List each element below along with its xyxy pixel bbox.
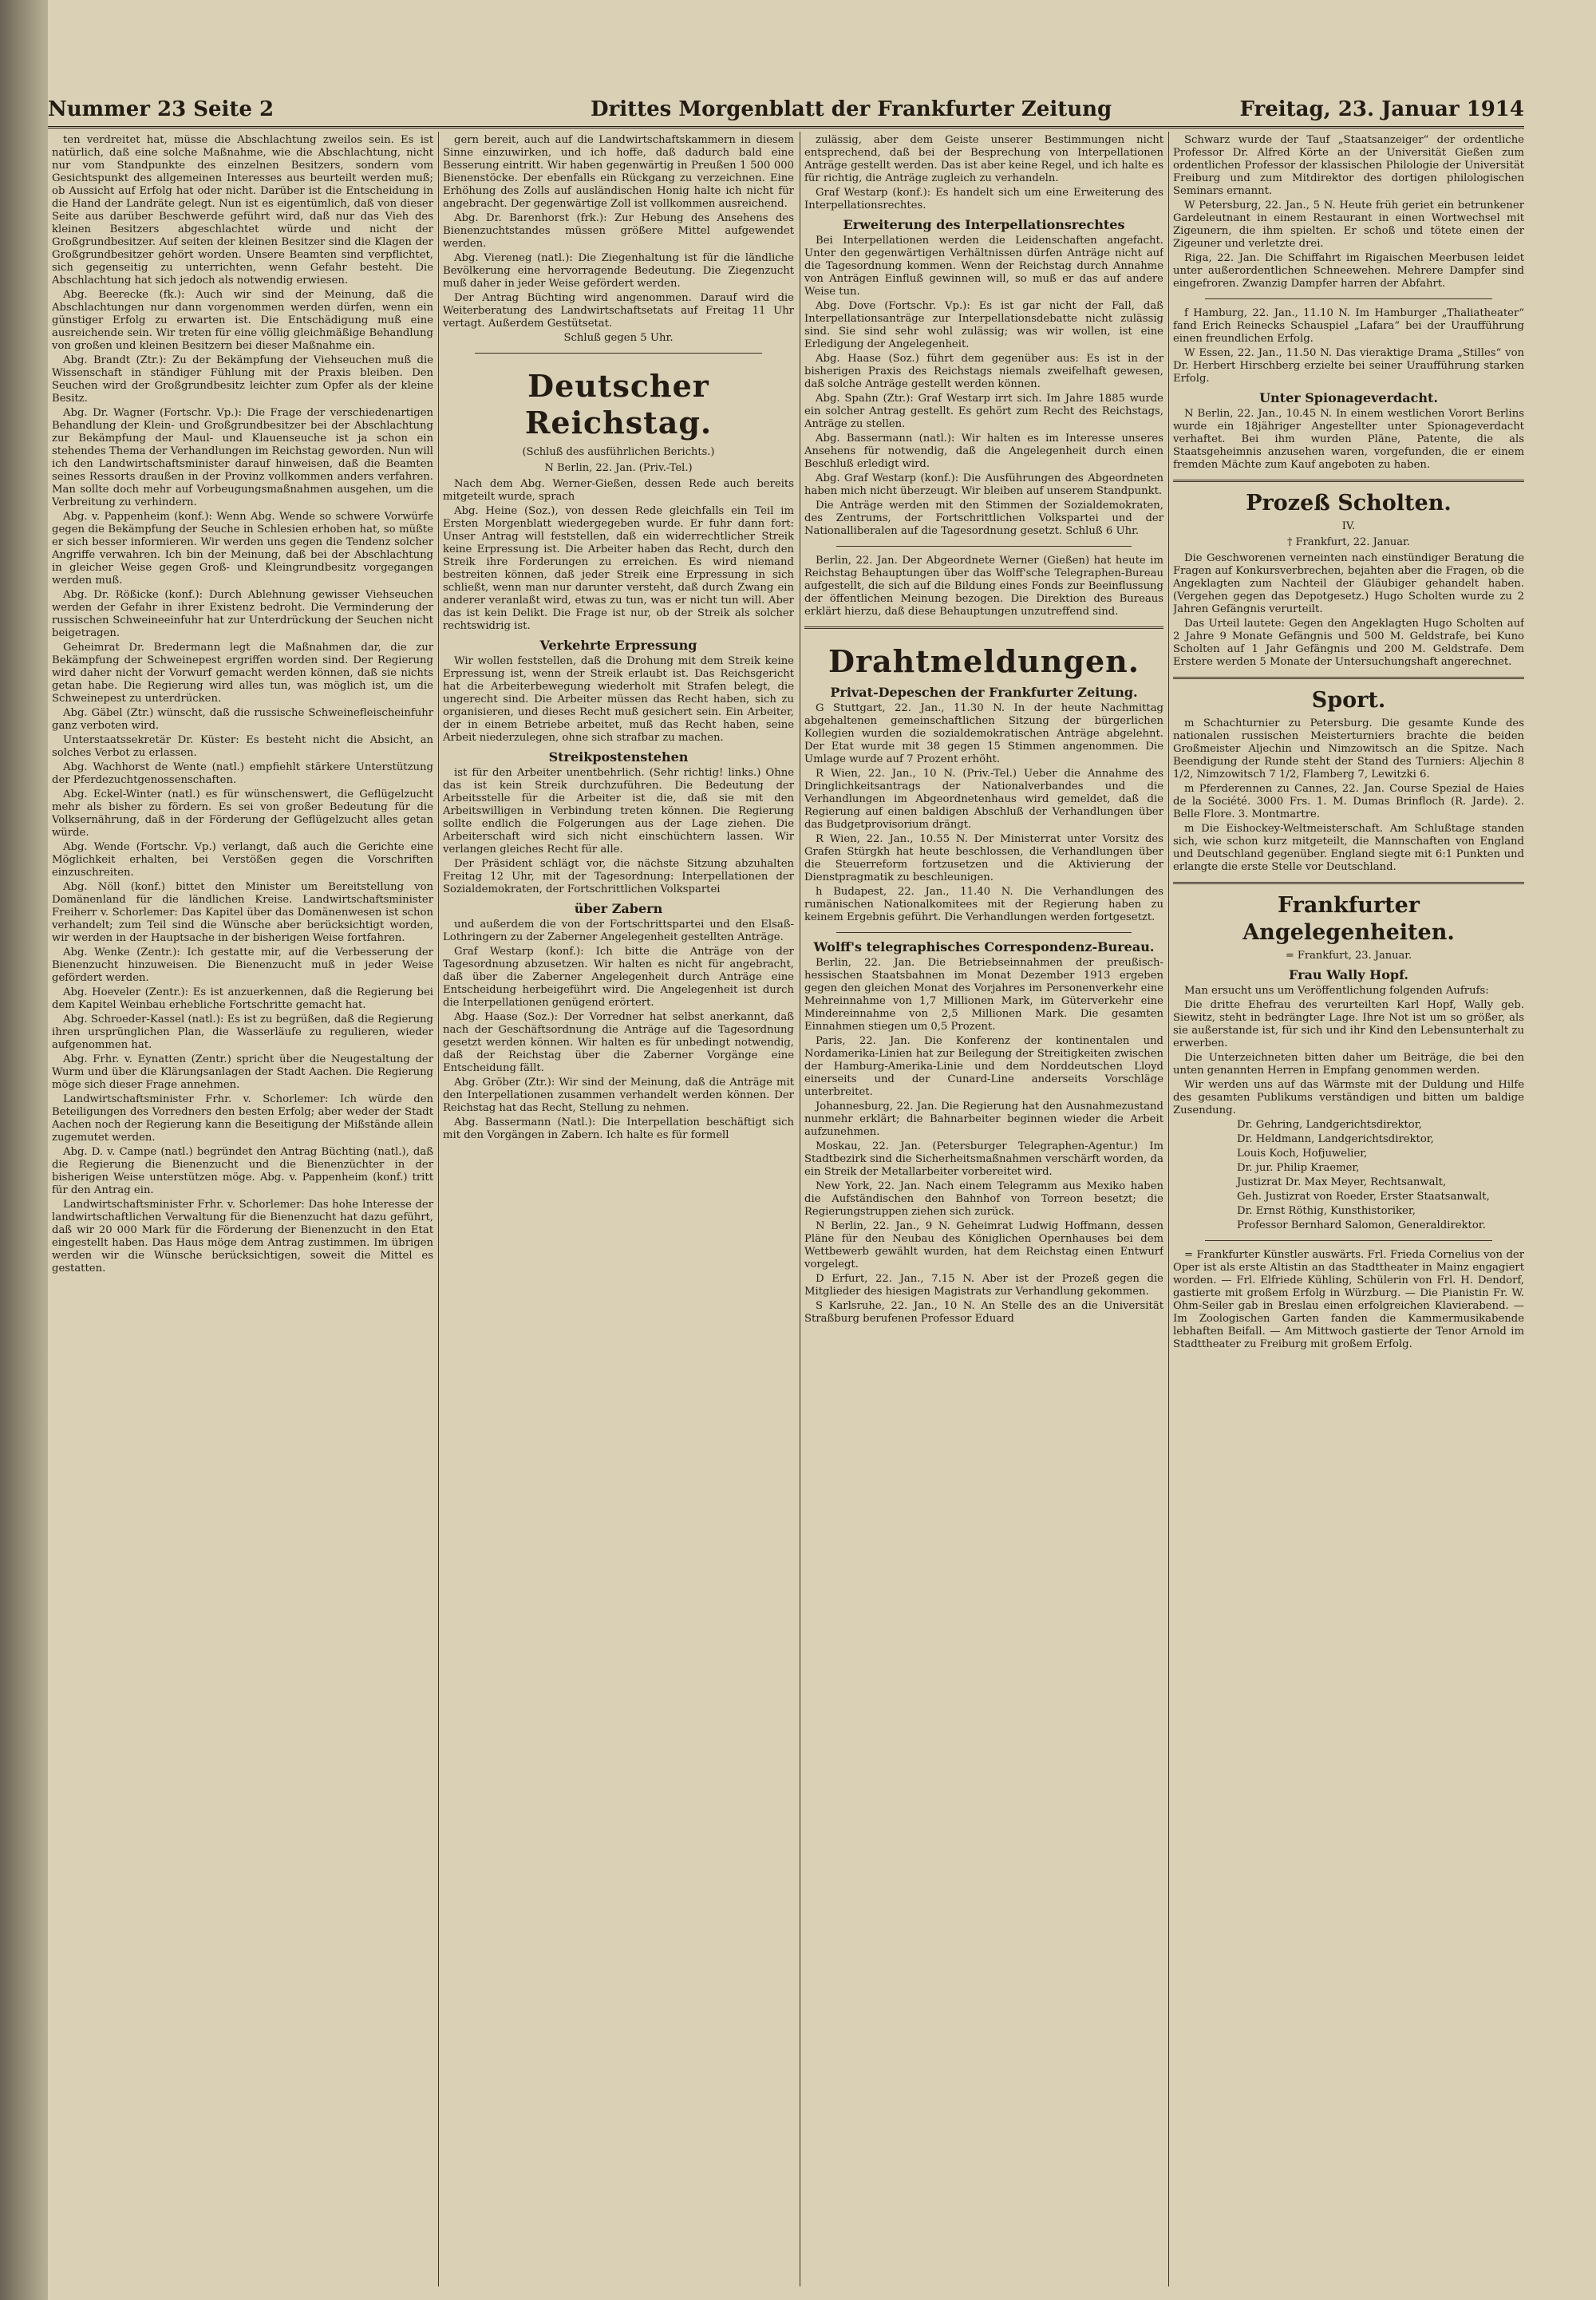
paragraph: N Berlin, 22. Jan., 10.45 N. In einem westlichen Vorort Berlins wurde ein 18jähriger Angestellter unter Spionageverdacht verhaftet. Bei ihm wurden Pläne, Patente, die als Staatsgeheimnis anzusehen waren, vorgefunden, die er einem fremden Mächte zum Kauf angeboten zu haben. — [1173, 408, 1524, 471]
paragraph: Abg. Dr. Wagner (Fortschr. Vp.): Die Frage der verschiedenartigen Behandlung der Klein- und Großgrundbesitzer bei der Abschlachtung zur Bekämpfung der Maul- und Klauenseuche ist ja schon ein stehendes Thema der Verhandlungen im Reichstag geworden. Nun will ich den Landwirtschaftsminister darauf hinweisen, daß die Beamten seines Ressorts draußen in der Provinz vollkommen anders verfahren. Man sollte doch mehr auf Vorbeugungsmaßnahmen ausgehen, um die Verbreitung zu verhindern. — [52, 407, 433, 508]
paragraph: f Hamburg, 22. Jan., 11.10 N. Im Hamburger „Thaliatheater“ fand Erich Reinecks Schauspiel „Lafara“ bei der Uraufführung einen freundlichen Erfolg. — [1173, 307, 1524, 345]
paragraph: Die Anträge werden mit den Stimmen der Sozialdemokraten, des Zentrums, der Fortschrittlichen Volkspartei und der Nationalliberalen auf die Tagesordnung gesetzt. Schluß 6 Uhr. — [804, 500, 1163, 537]
dateline: † Frankfurt, 22. Januar. — [1287, 536, 1410, 548]
binding-edge — [0, 0, 48, 2300]
paragraph: Abg. Eckel-Winter (natl.) es für wünschenswert, die Geflügelzucht mehr als bisher zu fördern. Es sei von großer Bedeutung für die Volksernährung, daß in der Förderung der Geflügelzucht alles getan würde. — [52, 788, 433, 839]
header-date: Freitag, 23. Januar 1914 — [1239, 97, 1524, 121]
paragraph: S Karlsruhe, 22. Jan., 10 N. An Stelle des an die Universität Straßburg berufenen Professor Eduard — [804, 1300, 1163, 1325]
header-page-number: Nummer 23 Seite 2 — [48, 97, 275, 121]
dateline: N Berlin, 22. Jan. (Priv.-Tel.) — [544, 462, 693, 474]
column-3 — [804, 134, 1163, 2281]
paragraph: Abg. Gröber (Ztr.): Wir sind der Meinung, daß die Anträge mit den Interpellationen zusammen verhandelt werden können. Der Reichstag hat das Recht, Stellung zu nehmen. — [443, 1077, 794, 1114]
paragraph: = Frankfurter Künstler auswärts. Frl. Frieda Cornelius von der Oper ist als erste Altistin an das Stadttheater in Mainz engagiert worden. — Frl. Elfriede Kühling, Schülerin von Frl. H. Dendorf, gastierte mit großem Erfolg in Würzburg. — Die Pianistin Fr. W. Ohm-Seiler gab in Breslau einen erfolgreichen Klavierabend. — Im Zoologischen Garten fanden die Kammermusikabende lebhaften Beifall. — Am Mittwoch gastierte der Tenor Arnold im Stadttheater zu Freiburg mit großem Erfolg. — [1173, 1249, 1524, 1350]
paragraph: Abg. Bassermann (Natl.): Die Interpellation beschäftigt sich mit den Vorgängen in Zabern. Ich halte es für formell — [443, 1116, 794, 1141]
paragraph: m Pferderennen zu Cannes, 22. Jan. Course Spezial de Haies de la Société. 3000 Frs. 1. M. Dumas Brinfloch (R. Jarde). 2. Belle Flore. 3. Montmartre. — [1173, 783, 1524, 820]
page-header — [48, 94, 1524, 128]
paragraph: Abg. Schroeder-Kassel (natl.): Es ist zu begrüßen, daß die Regierung ihren ursprünglichen Plan, die Wasserläufe zu regulieren, wieder aufgenommen hat. — [52, 1014, 433, 1051]
section-title-frankfurt: Frankfurter Angelegenheiten. — [1242, 893, 1455, 945]
section-number: IV. — [1341, 520, 1356, 532]
paragraph: Abg. Frhr. v. Eynatten (Zentr.) spricht über die Neugestaltung der Wurm und über die Klärungsanlagen der Stadt Aachen. Die Regierung möge sich dieser Frage annehmen. — [52, 1053, 433, 1091]
paragraph: Abg. Gäbel (Ztr.) wünscht, daß die russische Schweinefleischeinfuhr ganz verboten wird. — [52, 707, 433, 732]
dateline: = Frankfurt, 23. Januar. — [1285, 950, 1412, 962]
paragraph: gern bereit, auch auf die Landwirtschaftskammern in diesem Sinne einzuwirken, und ich hoffe, daß dadurch bald eine Besserung eintritt. Wir haben gegenwärtig in Preußen 1 500 000 Bienenstöcke. Der ebenfalls ein Rückgang zu verzeichnen. Eine Erhöhung des Zolls auf ausländischen Honig halte ich nicht für angebracht. Der gegenwärtige Zoll ist vollkommen ausreichend. — [443, 134, 794, 210]
paragraph: Wir wollen feststellen, daß die Drohung mit dem Streik keine Erpressung ist, wenn der Streik erlaubt ist. Das Reichsgericht hat die Arbeiterbewegung wiederholt mit Strafen belegt, die ungerecht sind. Die Arbeiter müssen das Recht haben, sich zu organisieren, und dieses Recht muß gesichert sein. Ein Arbeiter, der in einem Betriebe arbeitet, muß das Recht haben, seine Arbeit niederzulegen, ohne sich strafbar zu machen. — [443, 655, 794, 744]
divider — [1173, 480, 1524, 482]
paragraph: Schluß gegen 5 Uhr. — [563, 332, 674, 344]
paragraph: Berlin, 22. Jan. Der Abgeordnete Werner (Gießen) hat heute im Reichstag Behauptungen über das Wolff'sche Telegraphen-Bureau aufgestellt, die sich auf die Bildung eines Fonds zur Beeinflussung der öffentlichen Meinung bezogen. Die Direktion des Bureaus erklärt hierzu, daß diese Behauptungen unzutreffend sind. — [804, 555, 1163, 618]
paragraph: R Wien, 22. Jan., 10.55 N. Der Ministerrat unter Vorsitz des Grafen Stürgkh hat heute beschlossen, die Verhandlungen über die Steuerreform fortzusetzen und die Aktivierung der Dienstpragmatik zu beschleunigen. — [804, 833, 1163, 883]
paragraph: Abg. Heine (Soz.), von dessen Rede gleichfalls ein Teil im Ersten Morgenblatt wiedergegeben wurde. Er fuhr dann fort: Unser Antrag will feststellen, daß ein widerrechtlicher Streik keine Erpressung ist. Die Arbeiter haben das Recht, durch den Streik ihre Forderungen zu erreichen. Es wird niemand bestreiten können, daß jeder Streik eine Erpressung in sich schließt, wenn man nur darunter versteht, daß durch Zwang ein anderer veranlaßt wird, etwas zu tun, was er nicht tun will. Aber das ist kein Delikt. Die Frage ist nur, ob der Streik als solcher rechtswidrig ist. — [443, 505, 794, 632]
paragraph: G Stuttgart, 22. Jan., 11.30 N. In der heute Nachmittag abgehaltenen gemeinschaftlichen Sitzung der bürgerlichen Kollegien wurden die sozialdemokratischen Anträge abgelehnt. Der Etat wurde mit 38 gegen 15 Stimmen angenommen. Die Umlage wurde auf 7 Prozent erhöht. — [804, 702, 1163, 765]
paragraph: Graf Westarp (konf.): Es handelt sich um eine Erweiterung des Interpellationsrechtes. — [804, 187, 1163, 211]
column-rule — [1168, 132, 1169, 2286]
section-title-drahtmeldungen: Drahtmeldungen. — [828, 643, 1140, 679]
paragraph: h Budapest, 22. Jan., 11.40 N. Die Verhandlungen des rumänischen Nationalkomitees mit der Regierung haben zu keinem Ergebnis geführt. Die Verhandlungen werden fortgesetzt. — [804, 886, 1163, 923]
paragraph: Abg. Wenke (Zentr.): Ich gestatte mir, auf die Verbesserung der Bienenzucht hinzuweisen. Die Bienenzucht muß in jeder Weise gefördert werden. — [52, 946, 433, 984]
paragraph: Wir werden uns auf das Wärmste mit der Duldung und Hilfe des gesamten Publikums verständigen und bitten um baldige Zusendung. — [1173, 1079, 1524, 1116]
paragraph: W Petersburg, 22. Jan., 5 N. Heute früh geriet ein betrunkener Gardeleutnant in einem Restaurant in einen Wortwechsel mit Zigeunern, die ihm spielten. Er schoß und tötete einen der Zigeuner und verletzte drei. — [1173, 200, 1524, 250]
paragraph: D Erfurt, 22. Jan., 7.15 N. Aber ist der Prozeß gegen die Mitglieder des hiesigen Magistrats zur Verhandlung gekommen. — [804, 1273, 1163, 1298]
paragraph: Moskau, 22. Jan. (Petersburger Telegraphen-Agentur.) Im Stadtbezirk sind die Sicherheitsmaßnahmen verschärft worden, da ein Streik der Metallarbeiter vorbereitet wird. — [804, 1140, 1163, 1178]
paragraph: Abg. Haase (Soz.): Der Vorredner hat selbst anerkannt, daß nach der Geschäftsordnung die Anträge auf die Tagesordnung gesetzt werden können. Wir halten es für unbedingt notwendig, daß der Reichstag über die Zaberner Vorgänge eine Entscheidung fällt. — [443, 1011, 794, 1074]
paragraph: Nach dem Abg. Werner-Gießen, dessen Rede auch bereits mitgeteilt wurde, sprach — [443, 478, 794, 503]
divider — [804, 626, 1163, 629]
paragraph: und außerdem die von der Fortschrittspartei und den Elsaß-Lothringern zu der Zaberner Angelegenheit gestellten Anträge. — [443, 919, 794, 943]
column-1 — [52, 134, 433, 2281]
paragraph: W Essen, 22. Jan., 11.50 N. Das vieraktige Drama „Stilles“ von Dr. Herbert Hirschberg erzielte bei seiner Uraufführung starken Erfolg. — [1173, 347, 1524, 385]
paragraph: Abg. Haase (Soz.) führt dem gegenüber aus: Es ist in der bisherigen Praxis des Reichstags niemals zweifelhaft gewesen, daß solche Anträge gestellt werden können. — [804, 353, 1163, 390]
paragraph: m Die Eishockey-Weltmeisterschaft. Am Schlußtage standen sich, wie schon kurz mitgeteilt, die Mannschaften von England und Deutschland gegenüber. England siegte mit 6:1 Punkten und erlangte die erste Stelle vor Deutschland. — [1173, 823, 1524, 873]
paragraph: ten verdreitet hat, müsse die Abschlachtung zweilos sein. Es ist natürlich, daß eine solche Maßnahme, wie die Abschlachtung, nicht nur vom Standpunkte des einzelnen Besitzers, sondern vom Gesichtspunkt des allgemeinen Interesses aus beurteilt werden muß; ob Aussicht auf Erfolg hat oder nicht. Darüber ist die Entscheidung in die Hand der Landräte gelegt. Nun ist es eigentümlich, daß von dieser Seite aus darüber Beschwerde geführt wird, daß nur das Vieh des kleinen Besitzers abgeschlachtet würde und nicht der Großgrundbesitzer. Auf seiten der kleinen Besitzer sind die Klagen der Großgrundbesitzer gehört worden. Unsere Beamten sind verpflichtet, sich gegenseitig zu unterrichten, wenn Gefahr besteht. Die Abschlachtung hat sich jedoch als notwendig erwiesen. — [52, 134, 433, 287]
paragraph: Die Geschworenen verneinten nach einstündiger Beratung die Fragen auf Konkursverbrechen, bejahten aber die Fragen, ob die Angeklagten zum Nachteil der Gläubiger gehandelt haben. (Vergehen gegen das Depotgesetz.) Hugo Scholten wurde zu 2 Jahren Gefängnis verurteilt. — [1173, 552, 1524, 615]
paragraph: Landwirtschaftsminister Frhr. v. Schorlemer: Ich würde den Beteiligungen des Vorredners den besten Erfolg; aber weder der Stadt Aachen noch der Regierung kann die Beseitigung der Mißstände allein zugemutet werden. — [52, 1093, 433, 1144]
paragraph: Der Präsident schlägt vor, die nächste Sitzung abzuhalten Freitag 12 Uhr, mit der Tagesordnung: Interpellationen der Sozialdemokraten, der Fortschrittlichen Volkspartei — [443, 858, 794, 895]
paragraph: Graf Westarp (konf.): Ich bitte die Anträge von der Tagesordnung abzusetzen. Wir halten es nicht für angebracht, daß über die Zaberner Angelegenheit durch Anträge eine Entscheidung herbeigeführt wird. Die Angelegenheit ist durch die Interpellationen genügend erörtert. — [443, 946, 794, 1009]
paragraph: N Berlin, 22. Jan., 9 N. Geheimrat Ludwig Hoffmann, dessen Pläne für den Neubau des Königlichen Opernhauses bei dem Wettbewerb gewählt wurden, hat dem Reichstag einen Entwurf vorgelegt. — [804, 1220, 1163, 1271]
divider — [1205, 1240, 1492, 1241]
paragraph: Bei Interpellationen werden die Leidenschaften angefacht. Unter den gegenwärtigen Verhältnissen dürfen Anträge nicht auf die Tagesordnung kommen. Wenn der Reichstag durch Annahme von Anträgen Einfluß gewinnen will, so muß er das auf andere Weise tun. — [804, 235, 1163, 298]
subheading: über Zabern — [574, 901, 663, 916]
paragraph: Johannesburg, 22. Jan. Die Regierung hat den Ausnahmezustand nunmehr erklärt; die Bahnarbeiter beginnen wieder die Arbeit aufzunehmen. — [804, 1101, 1163, 1138]
signer: Dr. Heldmann, Landgerichtsdirektor, — [1237, 1133, 1434, 1145]
column-4 — [1173, 134, 1524, 2281]
column-2 — [443, 134, 794, 2281]
paragraph: Abg. Wachhorst de Wente (natl.) empfiehlt stärkere Unterstützung der Pferdezuchtgenossenschaften. — [52, 761, 433, 786]
paragraph: Abg. Bassermann (natl.): Wir halten es im Interesse unseres Ansehens für notwendig, daß die Angelegenheit durch einen Beschluß erledigt wird. — [804, 433, 1163, 470]
divider — [1173, 882, 1524, 884]
paragraph: Abg. Dr. Rößicke (konf.): Durch Ablehnung gewisser Viehseuchen werden der Gefahr in ihrer Existenz bedroht. Die Verminderung der russischen Schweineeinfuhr hat zur Unterdrückung der Seuchen nicht beigetragen. — [52, 589, 433, 639]
section-title-scholten: Prozeß Scholten. — [1246, 491, 1452, 516]
paragraph: Abg. Beerecke (fk.): Auch wir sind der Meinung, daß die Abschlachtungen nur dann vorgenommen werden dürfen, wenn ein günstiger Erfolg zu erwarten ist. Die Entschädigung muß eine ausreichende sein. Wir treten für eine völlig gleichmäßige Behandlung von großen und kleinen Besitzern bei dieser Maßnahme ein. — [52, 289, 433, 352]
paragraph: zulässig, aber dem Geiste unserer Bestimmungen nicht entsprechend, daß bei der Besprechung von Interpellationen Anträge gestellt werden. Das ist aber keine Regel, und ich halte es für richtig, die Anträge zugleich zu verhandeln. — [804, 134, 1163, 184]
paragraph: Die dritte Ehefrau des verurteilten Karl Hopf, Wally geb. Siewitz, steht in bedrängter Lage. Ihre Not ist um so größer, als sie außerstande ist, für sich und ihr Kind den Lebensunterhalt zu erwerben. — [1173, 999, 1524, 1049]
signer: Louis Koch, Hofjuwelier, — [1237, 1148, 1368, 1160]
paragraph: Berlin, 22. Jan. Die Betriebseinnahmen der preußisch-hessischen Staatsbahnen im Monat Dezember 1913 ergeben gegen den gleichen Monat des Vorjahres im Personenverkehr eine Mehreinnahme von 1,7 Millionen Mark, im Güterverkehr eine Mindereinnahme von 2,5 Millionen Mark. Die gesamten Einnahmen stiegen um 0,5 Prozent. — [804, 957, 1163, 1033]
paragraph: Unterstaatssekretär Dr. Küster: Es besteht nicht die Absicht, an solches Verbot zu erlassen. — [52, 734, 433, 759]
divider — [836, 546, 1132, 547]
signer: Dr. jur. Philip Kraemer, — [1237, 1162, 1360, 1174]
paragraph: Abg. Graf Westarp (konf.): Die Ausführungen des Abgeordneten haben mich nicht überzeugt. Wir bleiben auf unserem Standpunkt. — [804, 472, 1163, 497]
paragraph: R Wien, 22. Jan., 10 N. (Priv.-Tel.) Ueber die Annahme des Dringlichkeitsantrags der Nationalverbandes und die Verhandlungen im Abgeordnetenhaus wird gemeldet, daß die Regierung auf einen baldigen Abschluß der Verhandlungen über das Budgetprovisorium drängt. — [804, 768, 1163, 831]
signer: Justizrat Dr. Max Meyer, Rechtsanwalt, — [1237, 1176, 1447, 1188]
paragraph: Man ersucht uns um Veröffentlichung folgenden Aufrufs: — [1184, 985, 1489, 997]
paragraph: Abg. Wende (Fortschr. Vp.) verlangt, daß auch die Gerichte eine Möglichkeit erhalten, bei Verstößen gegen die Vorschriften einzuschreiten. — [52, 841, 433, 879]
divider — [475, 353, 762, 354]
paragraph: Abg. v. Pappenheim (konf.): Wenn Abg. Wende so schwere Vorwürfe gegen die Bekämpfung der Seuche in Schlesien erhoben hat, so müßte er sich besser informieren. Wir werden uns gegen die Tendenz solcher Angriffe verwahren. Ich bin der Meinung, daß bei der Abschlachtung in gleicher Weise gegen Groß- und Kleingrundbesitz vorgegangen werden muß. — [52, 511, 433, 587]
subheading-spionage: Unter Spionageverdacht. — [1259, 390, 1438, 405]
paragraph: Abg. Brandt (Ztr.): Zu der Bekämpfung der Viehseuchen muß die Wissenschaft in ständiger Fühlung mit der Praxis bleiben. Den Seuchen wird der Großgrundbesitz leichter zum Opfer als der kleine Besitz. — [52, 354, 433, 405]
divider — [1205, 298, 1492, 299]
paragraph: Die Unterzeichneten bitten daher um Beiträge, die bei den unten genannten Herren in Empfang genommen werden. — [1173, 1052, 1524, 1077]
paragraph: Riga, 22. Jan. Die Schiffahrt im Rigaischen Meerbusen leidet unter außerordentlichen Schneewehen. Mehrere Dampfer sind eingefroren. Zwanzig Dampfer harren der Abfahrt. — [1173, 252, 1524, 290]
paragraph: Abg. Hoeveler (Zentr.): Es ist anzuerkennen, daß die Regierung bei dem Kapitel Weinbau erhebliche Fortschritte gemacht hat. — [52, 986, 433, 1011]
paragraph: Landwirtschaftsminister Frhr. v. Schorlemer: Das hohe Interesse der landwirtschaftlichen Verwaltung für die Bienenzucht hat dazu geführt, daß wir 20 000 Mark für die Förderung der Bienenzucht in den Etat eingestellt haben. Das Haus möge dem Antrag zustimmen. Im übrigen werden wir die Wünsche berücksichtigen, soweit die Mittel es gestatten. — [52, 1199, 433, 1274]
signer: Dr. Gehring, Landgerichtsdirektor, — [1237, 1119, 1422, 1131]
paragraph: Der Antrag Büchting wird angenommen. Darauf wird die Weiterberatung des Landwirtschaftsetats auf Freitag 11 Uhr vertagt. Außerdem Gestütsetat. — [443, 292, 794, 330]
subheading: Frau Wally Hopf. — [1289, 967, 1408, 982]
paragraph: Schwarz wurde der Tauf „Staatsanzeiger“ der ordentliche Professor Dr. Alfred Körte an der Universität Gießen zum ordentlichen Professor der klassischen Philologie der Universität Freiburg und zum Mitdirektor des dortigen philologischen Seminars ernannt. — [1173, 134, 1524, 197]
header-masthead: Drittes Morgenblatt der Frankfurter Zeitung — [591, 97, 1112, 121]
subheading: Verkehrte Erpressung — [539, 638, 697, 653]
signer: Dr. Ernst Röthig, Kunsthistoriker, — [1237, 1205, 1416, 1217]
paragraph: m Schachturnier zu Petersburg. Die gesamte Kunde des nationalen russischen Meisterturniers brachte die beiden Großmeister Aljechin und Nimzowitsch an die Spitze. Nach Beendigung der Runde steht der Stand des Turniers: Aljechin 8 1/2, Nimzowitsch 7 1/2, Flamberg 7, Lewitzki 6. — [1173, 717, 1524, 780]
paragraph: ist für den Arbeiter unentbehrlich. (Sehr richtig! links.) Ohne das ist kein Streik durchzuführen. Die Bedeutung der Arbeitsstelle für die Arbeiter ist die, daß sie mit den Arbeitswilligen in Verbindung treten können. Die Regierung sollte endlich die Folgerungen aus der Lage ziehen. Die Arbeiterschaft wird sich nicht einschüchtern lassen. Wir verlangen gleiches Recht für alle. — [443, 767, 794, 856]
paragraph: Abg. Viereneg (natl.): Die Ziegenhaltung ist für die ländliche Bevölkerung eine hervorragende Bedeutung. Die Ziegenzucht muß daher in jeder Weise gefördert werden. — [443, 252, 794, 290]
paragraph: Geheimrat Dr. Bredermann legt die Maßnahmen dar, die zur Bekämpfung der Schweinepest ergriffen worden sind. Der Regierung wird daher nicht der Vorwurf gemacht werden können, daß sie nichts getan habe. Die Regierung wird alles tun, was möglich ist, um die Schweinepest zu unterdrücken. — [52, 642, 433, 705]
section-subtitle: (Schluß des ausführlichen Berichts.) — [522, 446, 715, 458]
paragraph: Das Urteil lautete: Gegen den Angeklagten Hugo Scholten auf 2 Jahre 9 Monate Gefängnis und 500 M. Geldstrafe, bei Kuno Scholten auf 1 Jahr Gefängnis und 200 M. Geldstrafe. Dem Erstere werden 5 Monate der Untersuchungshaft angerechnet. — [1173, 618, 1524, 668]
subheading: Streikpostenstehen — [548, 749, 689, 765]
section-title-reichstag: Deutscher Reichstag. — [524, 368, 713, 441]
divider — [1173, 677, 1524, 679]
paragraph: Paris, 22. Jan. Die Konferenz der kontinentalen und Nordamerika-Linien hat zur Beilegung der Streitigkeiten zwischen der Hamburg-Amerika-Linie und dem Norddeutschen Lloyd einerseits und der Cunard-Line anderseits Vorschläge unterbreitet. — [804, 1035, 1163, 1098]
divider — [836, 932, 1132, 933]
signer: Professor Bernhard Salomon, Generaldirektor. — [1237, 1219, 1486, 1231]
paragraph: New York, 22. Jan. Nach einem Telegramm aus Mexiko haben die Aufständischen den Bahnhof von Torreon besetzt; die Regierungstruppen ziehen sich zurück. — [804, 1180, 1163, 1218]
section-subtitle: Privat-Depeschen der Frankfurter Zeitung. — [830, 685, 1138, 700]
subheading: Erweiterung des Interpellationsrechtes — [843, 217, 1125, 232]
section-title-sport: Sport. — [1311, 688, 1386, 713]
paragraph: Abg. Dove (Fortschr. Vp.): Es ist gar nicht der Fall, daß Interpellationsanträge zur Interpellationsdebatte nicht zulässig sind. Sie sind sehr wohl zulässig; was wir wollen, ist eine Erledigung der Angelegenheit. — [804, 300, 1163, 350]
signer: Geh. Justizrat von Roeder, Erster Staatsanwalt, — [1237, 1191, 1490, 1203]
paragraph: Abg. Dr. Barenhorst (frk.): Zur Hebung des Ansehens des Bienenzuchtstandes müssen größere Mittel aufgewendet werden. — [443, 212, 794, 250]
column-rule — [438, 132, 439, 2286]
paragraph: Abg. D. v. Campe (natl.) begründet den Antrag Büchting (natl.), daß die Regierung die Bienenzucht und die Bienenzüchter in der bisherigen Weise unterstützen möge. Abg. v. Pappenheim (konf.) tritt für den Antrag ein. — [52, 1146, 433, 1196]
section-title-wolff: Wolff's telegraphisches Correspondenz-Bureau. — [813, 939, 1155, 954]
paragraph: Abg. Nöll (konf.) bittet den Minister um Bereitstellung von Domänenland für die ländlichen Kreise. Landwirtschaftsminister Freiherr v. Schorlemer: Das Kapitel über das Domänenwesen ist schon verhandelt; zum Teil sind die Wünsche aber berücksichtigt worden, wir werden in der Hauptsache in der bisherigen Weise fortfahren. — [52, 881, 433, 944]
paragraph: Abg. Spahn (Ztr.): Graf Westarp irrt sich. Im Jahre 1885 wurde ein solcher Antrag gestellt. Es gehört zum Recht des Reichstags, Anträge zu stellen. — [804, 393, 1163, 430]
